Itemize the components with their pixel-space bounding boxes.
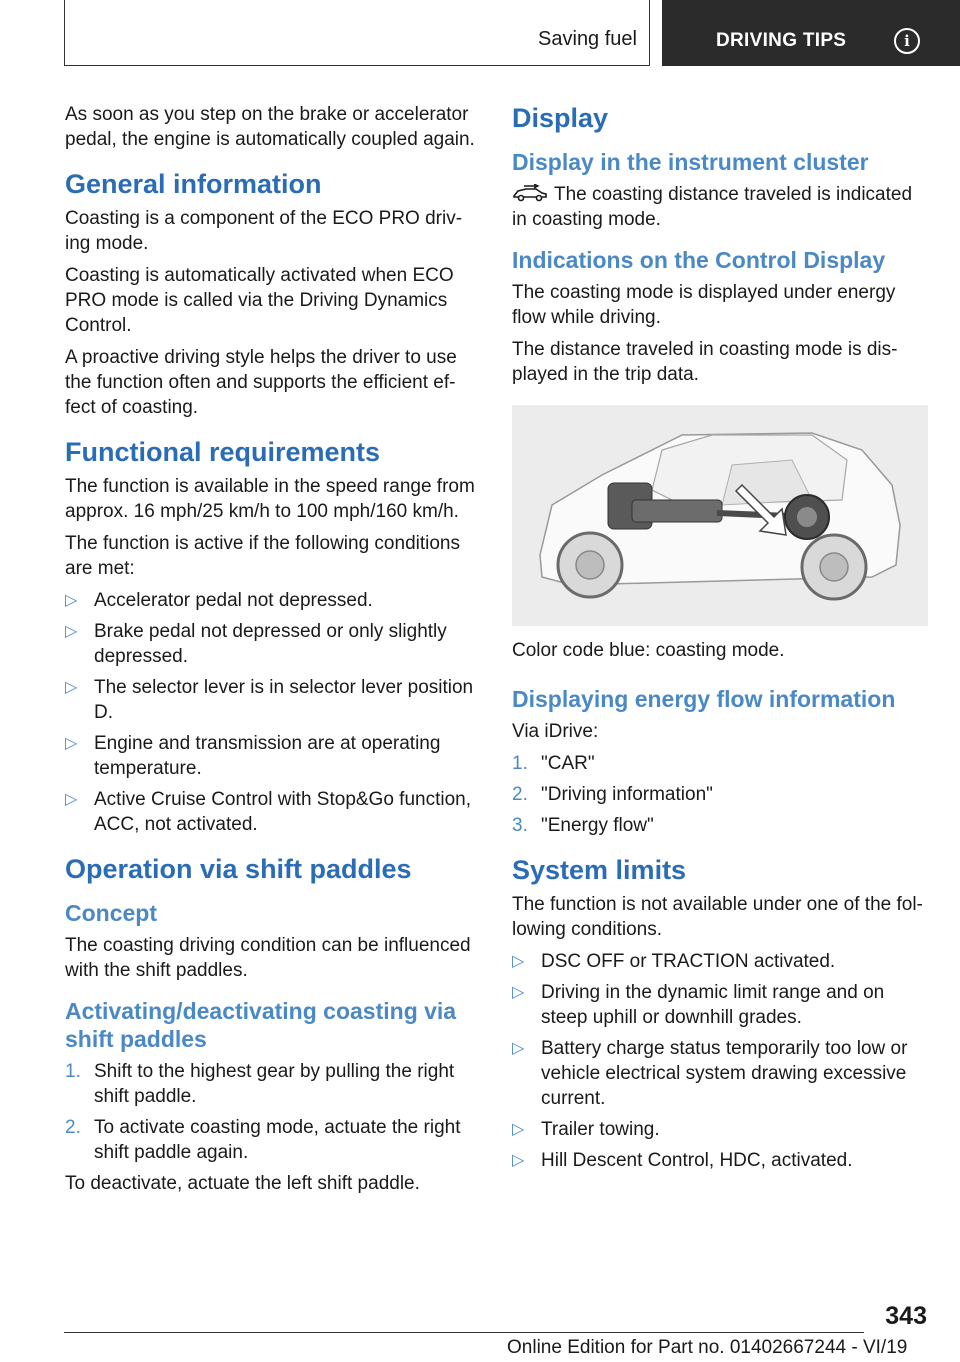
list-item: ▷ Active Cruise Control with Stop&Go function, ACC, not activated. (65, 789, 472, 835)
deactivate-text: To deactivate, actuate the left shift paddle. (65, 1173, 420, 1194)
bullet-triangle-icon: ▷ (512, 1152, 525, 1169)
footer-divider (64, 1332, 864, 1333)
shift-paddles-heading: Operation via shift paddles (65, 854, 412, 884)
list-item: ▷ Battery charge status temporarily too low or vehicle electrical system drawing excessive current. (512, 1038, 908, 1109)
bullet-triangle-icon: ▷ (65, 592, 78, 609)
header-chapter-tab[interactable] (662, 0, 960, 66)
list-item: ▷ DSC OFF or TRACTION activated. (512, 951, 836, 972)
intro-paragraph: As soon as you step on the brake or accelerator pedal, the engine is automatically coupled again. (65, 104, 475, 150)
control-p1: The coasting mode is displayed under energy flow while driving. (512, 282, 896, 328)
car-coasting-illustration (512, 405, 928, 626)
list-item: ▷ Trailer towing. (512, 1119, 660, 1140)
list-item: ▷ The selector lever is in selector lever position D. (65, 677, 474, 723)
bullet-triangle-icon: ▷ (65, 791, 78, 808)
control-p2: The distance traveled in coasting mode is dis‐ played in the trip data. (512, 339, 898, 385)
header-chapter-title: DRIVING TIPS (716, 30, 847, 51)
list-item: 1. "CAR" (512, 753, 595, 774)
display-heading: Display (512, 103, 609, 133)
header-section-title: Saving fuel (538, 28, 637, 50)
general-p2: Coasting is automatically activated when ECO PRO mode is called via the Driving Dynamics Control. (65, 265, 454, 336)
list-item: 2. "Driving information" (512, 784, 713, 805)
energy-flow-steps (512, 751, 928, 838)
bullet-triangle-icon: ▷ (65, 623, 78, 640)
requirements-p2: The function is active if the following conditions are met: (65, 533, 460, 579)
concept-text: The coasting driving condition can be influenced with the shift paddles. (65, 935, 471, 981)
header-section-box (64, 0, 650, 66)
bullet-triangle-icon: ▷ (512, 984, 525, 1001)
general-p1: Coasting is a component of the ECO PRO driv‐ ing mode. (65, 208, 463, 254)
concept-heading: Concept (65, 900, 157, 926)
list-item: ▷ Hill Descent Control, HDC, activated. (512, 1150, 853, 1171)
limits-list (512, 949, 928, 1173)
functional-requirements-heading: Functional requirements (65, 437, 381, 467)
requirements-list (65, 588, 478, 837)
footer-edition-text: Online Edition for Part no. 01402667244 - VI/19 (507, 1337, 908, 1358)
left-column (65, 102, 478, 1203)
limits-p1: The function is not available under one of the fol‐ lowing conditions. (512, 894, 923, 940)
right-column (512, 102, 928, 1179)
control-display-heading: Indications on the Control Display (512, 247, 886, 273)
page-number: 343 (885, 1302, 927, 1330)
list-item: ▷ Engine and transmission are at operating temperature. (65, 733, 441, 779)
bullet-triangle-icon: ▷ (512, 1040, 525, 1057)
list-item: ▷ Accelerator pedal not depressed. (65, 590, 373, 611)
info-icon[interactable]: i (894, 28, 920, 54)
list-item: ▷ Brake pedal not depressed or only slightly depressed. (65, 621, 447, 667)
via-idrive-text: Via iDrive: (512, 721, 599, 742)
general-information-heading: General information (65, 169, 322, 199)
instrument-cluster-heading: Display in the instrument cluster (512, 149, 869, 175)
list-item: 3. "Energy flow" (512, 815, 654, 836)
list-item: 2. To activate coasting mode, actuate the right shift paddle again. (65, 1117, 461, 1163)
bullet-triangle-icon: ▷ (512, 953, 525, 970)
list-item: ▷ Driving in the dynamic limit range and on steep uphill or downhill grades. (512, 982, 885, 1028)
cluster-text: The coasting distance traveled is indicated in coasting mode. (512, 184, 913, 230)
activating-steps (65, 1059, 478, 1165)
energy-flow-heading: Displaying energy flow information (512, 686, 896, 712)
activating-heading: Activating/deactivating coasting via shift paddles (65, 998, 457, 1052)
system-limits-heading: System limits (512, 855, 687, 885)
bullet-triangle-icon: ▷ (512, 1121, 525, 1138)
car-illustration-svg (512, 405, 928, 626)
figure-caption: Color code blue: coasting mode. (512, 640, 785, 661)
bullet-triangle-icon: ▷ (65, 679, 78, 696)
list-item: 1. Shift to the highest gear by pulling the right shift paddle. (65, 1061, 455, 1107)
general-p3: A proactive driving style helps the driver to use the function often and supports the efficient ef‐ fect of coasting. (65, 347, 457, 418)
requirements-p1: The function is available in the speed range from approx. 16 mph/25 km/h to 100 mph/160 km/h. (65, 476, 475, 522)
bullet-triangle-icon: ▷ (65, 735, 78, 752)
coasting-car-icon (512, 184, 548, 202)
